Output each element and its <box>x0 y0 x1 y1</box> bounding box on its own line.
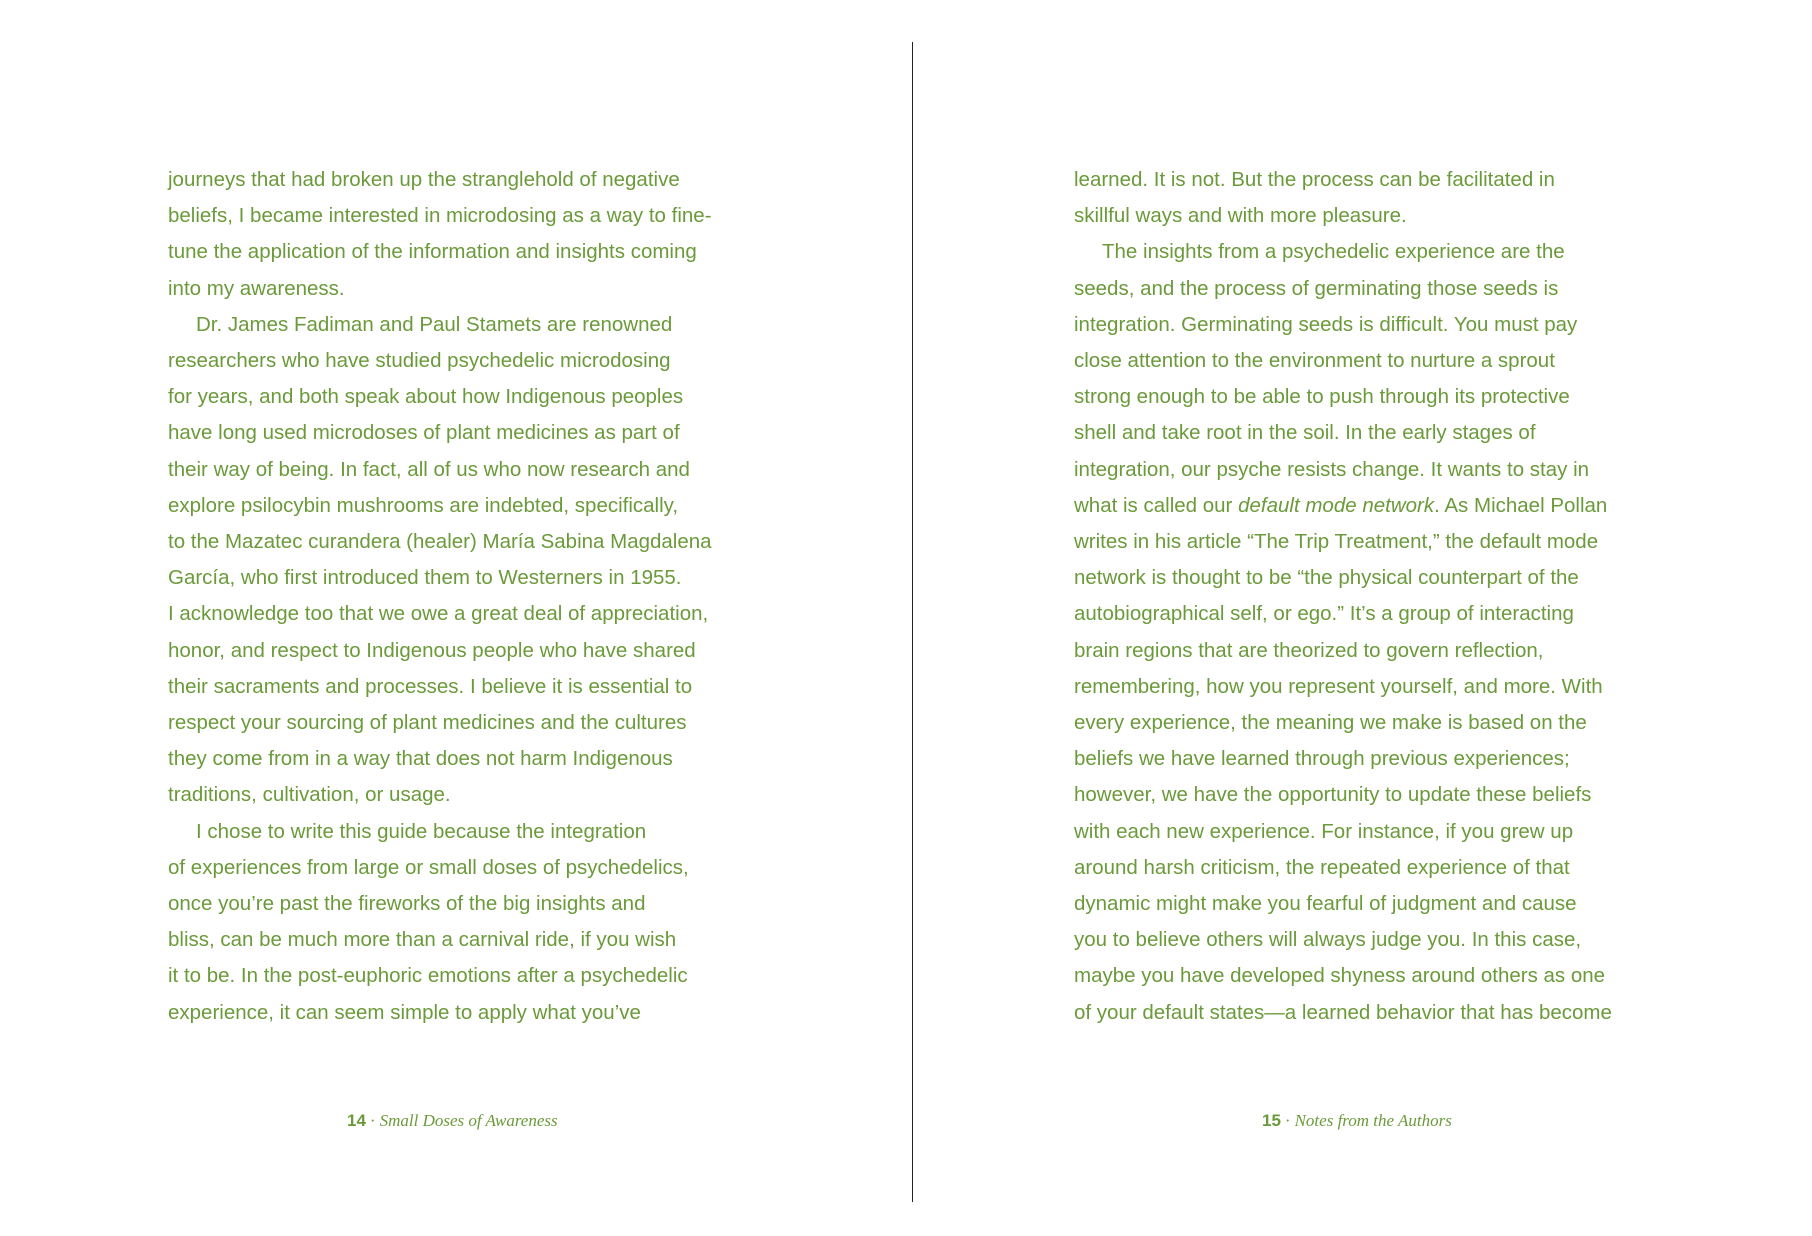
left-line-24: experience, it can seem simple to apply what you’ve <box>168 1000 641 1024</box>
right-line-10 <box>1074 488 1664 524</box>
left-running-title: Small Doses of Awareness <box>379 1111 558 1130</box>
right-line-14: brain regions that are theorized to govern reflection, <box>1074 638 1544 662</box>
right-line-10-after: . As Michael Pollan <box>1434 493 1608 517</box>
right-line-7: strong enough to be able to push through its protective <box>1074 385 1570 409</box>
left-line-20: of experiences from large or small doses of psychedelics, <box>168 855 689 879</box>
left-line-4: into my awareness. <box>168 276 345 300</box>
left-line-23: it to be. In the post-euphoric emotions after a psychedelic <box>168 964 688 988</box>
right-line-1: learned. It is not. But the process can be facilitated in <box>1074 168 1555 191</box>
right-page-body <box>1074 162 1664 1031</box>
right-line-13: autobiographical self, or ego.” It’s a group of interacting <box>1074 602 1574 626</box>
left-page-body <box>168 162 758 1031</box>
left-line-16: respect your sourcing of plant medicines and the cultures <box>168 711 687 735</box>
left-line-9: their way of being. In fact, all of us who now research and <box>168 457 690 481</box>
left-line-10: explore psilocybin mushrooms are indebted, specifically, <box>168 493 679 517</box>
right-line-19: with each new experience. For instance, if you grew up <box>1074 819 1574 843</box>
left-line-11: to the Mazatec curandera (healer) María Sabina Magdalena <box>168 530 712 554</box>
left-line-6: researchers who have studied psychedelic microdosing <box>168 349 671 373</box>
gutter-divider <box>912 42 913 1202</box>
left-line-2: beliefs, I became interested in microdosing as a way to fine- <box>168 204 712 228</box>
right-running-title: Notes from the Authors <box>1294 1111 1452 1130</box>
right-line-24: of your default states—a learned behavior that has become <box>1074 1000 1612 1024</box>
left-line-7: for years, and both speak about how Indigenous peoples <box>168 385 684 409</box>
right-line-22: you to believe others will always judge you. In this case, <box>1074 928 1582 952</box>
left-line-19: I chose to write this guide because the integration <box>196 819 647 843</box>
right-page-number: 15 <box>1262 1111 1281 1130</box>
left-line-3: tune the application of the information and insights coming <box>168 240 697 264</box>
right-line-3: The insights from a psychedelic experience are the <box>1102 240 1565 264</box>
left-line-22: bliss, can be much more than a carnival ride, if you wish <box>168 928 677 952</box>
left-line-17: they come from in a way that does not harm Indigenous <box>168 747 673 771</box>
right-line-4: seeds, and the process of germinating those seeds is <box>1074 276 1559 300</box>
right-line-9: integration, our psyche resists change. It wants to stay in <box>1074 457 1590 481</box>
left-line-1: journeys that had broken up the stranglehold of negative <box>168 168 680 191</box>
left-line-8: have long used microdoses of plant medicines as part of <box>168 421 680 445</box>
left-line-5: Dr. James Fadiman and Paul Stamets are renowned <box>196 312 673 336</box>
left-page-number: 14 <box>347 1111 366 1130</box>
right-line-5: integration. Germinating seeds is difficult. You must pay <box>1074 312 1578 336</box>
right-line-18: however, we have the opportunity to update these beliefs <box>1074 783 1592 807</box>
right-footer-separator: · <box>1284 1111 1291 1130</box>
right-line-11: writes in his article “The Trip Treatment,” the default mode <box>1074 530 1599 554</box>
right-line-12: network is thought to be “the physical counterpart of the <box>1074 566 1579 590</box>
right-line-15: remembering, how you represent yourself, and more. With <box>1074 674 1603 698</box>
right-line-10-before: what is called our <box>1074 493 1239 517</box>
right-line-8: shell and take root in the soil. In the early stages of <box>1074 421 1536 445</box>
right-page-footer <box>1262 1111 1452 1131</box>
left-line-18: traditions, cultivation, or usage. <box>168 783 451 807</box>
right-line-16: every experience, the meaning we make is based on the <box>1074 711 1587 735</box>
right-line-2: skillful ways and with more pleasure. <box>1074 204 1407 228</box>
right-line-6: close attention to the environment to nurture a sprout <box>1074 349 1555 373</box>
left-line-13: I acknowledge too that we owe a great deal of appreciation, <box>168 602 709 626</box>
right-line-21: dynamic might make you fearful of judgment and cause <box>1074 892 1577 916</box>
right-line-17: beliefs we have learned through previous experiences; <box>1074 747 1570 771</box>
emphasized-term: default mode network <box>1238 493 1435 517</box>
left-line-14: honor, and respect to Indigenous people who have shared <box>168 638 696 662</box>
left-line-12: García, who first introduced them to Westerners in 1955. <box>168 566 682 590</box>
left-line-21: once you’re past the fireworks of the big insights and <box>168 892 646 916</box>
right-line-20: around harsh criticism, the repeated experience of that <box>1074 855 1570 879</box>
right-line-23: maybe you have developed shyness around others as one <box>1074 964 1606 988</box>
left-page-footer <box>347 1111 558 1131</box>
left-footer-separator: · <box>369 1111 376 1130</box>
left-line-15: their sacraments and processes. I believe it is essential to <box>168 674 693 698</box>
